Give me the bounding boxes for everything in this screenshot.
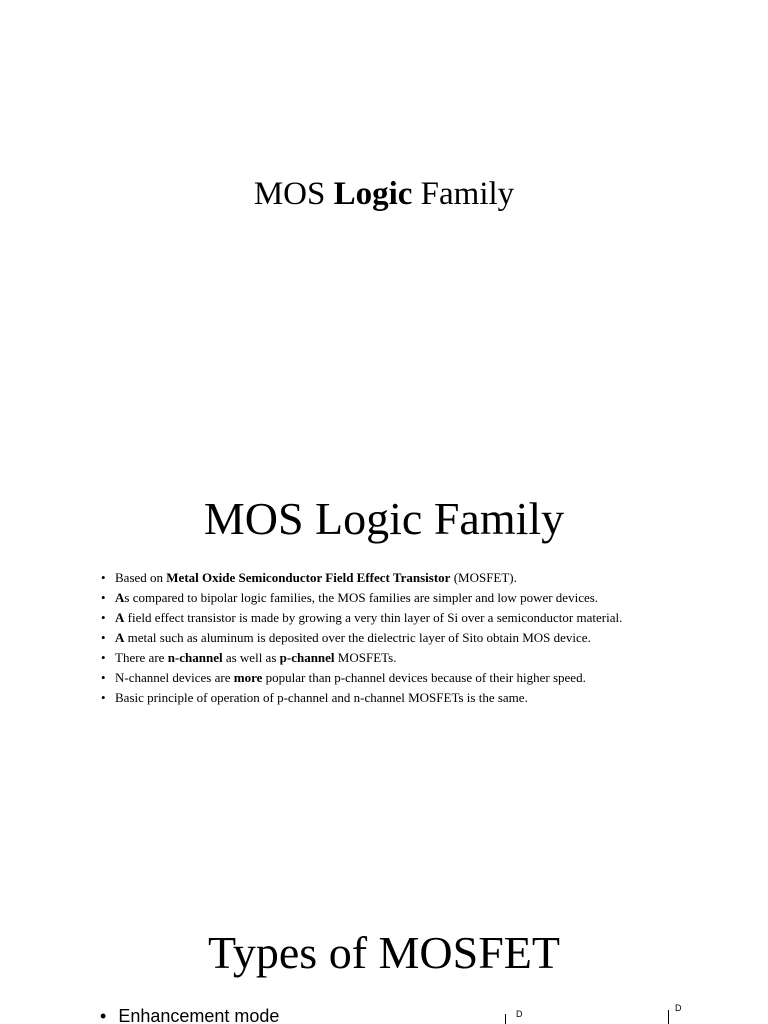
drain-wire: [668, 1010, 669, 1024]
list-item: [101, 610, 665, 626]
bullet-bold: A: [115, 610, 125, 625]
slide-3-title: Types of MOSFET: [207, 927, 560, 978]
drain-label: D: [675, 1003, 682, 1013]
title-post: Family: [412, 176, 515, 212]
bullet-text: popular than p-channel devices because of their higher speed.: [262, 670, 586, 685]
bullet-text: (MOSFET).: [450, 570, 517, 585]
bullet-text: field effect transistor is made by growing a very thin layer of Si over a semiconductor material.: [124, 610, 623, 625]
slide-title: [0, 0, 768, 420]
bullet-text: s compared to bipolar logic families, the MOS families are simpler and low power devices.: [124, 590, 599, 605]
bullet-bold: p-channel: [279, 650, 335, 665]
drain-wire: [505, 1014, 506, 1024]
bullet-text: There are: [115, 650, 168, 665]
bullet-dot: •: [100, 1006, 107, 1024]
bullet-text: N-channel devices are: [115, 670, 234, 685]
bullet-dot: •: [101, 670, 106, 685]
bullet-text: Based on: [115, 570, 167, 585]
title-pre: MOS: [253, 176, 334, 212]
types-list: [100, 1004, 279, 1024]
bullet-text: Basic principle of operation of p-channel and n-channel MOSFETs is the same.: [115, 690, 528, 705]
bullet-bold: more: [233, 670, 263, 685]
bullet-dot: •: [101, 690, 106, 705]
bullet-bold: A: [115, 590, 125, 605]
bullet-bold: n-channel: [167, 650, 223, 665]
list-item: [101, 670, 665, 686]
slide-2-title: MOS Logic Family: [203, 493, 565, 544]
bullet-bold: Metal Oxide Semiconductor Field Effect Transistor: [166, 570, 451, 585]
list-item: [101, 590, 665, 606]
slide-types-of-mosfet: [0, 910, 768, 1024]
bullet-dot: •: [101, 570, 106, 585]
bullet-text: MOSFETs.: [334, 650, 397, 665]
bullet-dot: •: [101, 610, 106, 625]
bullet-bold: A: [115, 630, 125, 645]
bullet-text: as well as: [222, 650, 280, 665]
list-item: [101, 630, 665, 646]
bullet-dot: •: [101, 650, 106, 665]
slide-mos-logic-family: [0, 420, 768, 910]
title-bold: Logic: [333, 176, 413, 212]
list-item: [101, 570, 665, 586]
list-item: [101, 690, 665, 706]
bullet-dot: •: [101, 630, 106, 645]
slide-1-title: [0, 172, 768, 216]
list-item: [100, 1004, 279, 1024]
bullet-list: [101, 570, 665, 710]
bullet-dot: •: [101, 590, 106, 605]
drain-label: D: [516, 1009, 523, 1019]
list-item: [101, 650, 665, 666]
type-label: Enhancement mode: [118, 1006, 280, 1024]
bullet-text: metal such as aluminum is deposited over the dielectric layer of Sito obtain MOS device.: [124, 630, 591, 645]
